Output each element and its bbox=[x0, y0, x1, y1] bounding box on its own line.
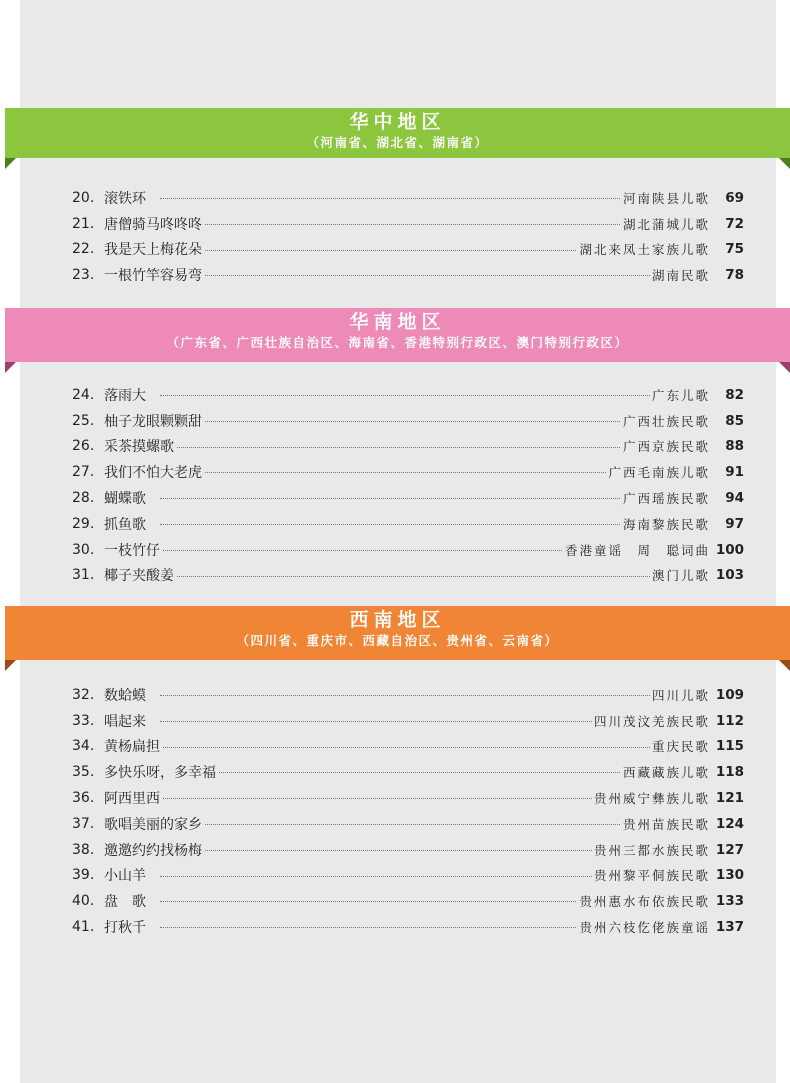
section-subtitle: （河南省、湖北省、湖南省） bbox=[306, 135, 489, 150]
entry-number: 22. bbox=[72, 241, 95, 258]
entry-page-number: 118 bbox=[715, 764, 744, 781]
entry-title: 阿西里西 bbox=[104, 788, 162, 808]
entry-page-number: 85 bbox=[725, 412, 744, 429]
entry-page-number: 133 bbox=[715, 893, 744, 910]
entry-page-number: 82 bbox=[725, 386, 744, 403]
toc-list-south-china bbox=[0, 382, 790, 588]
entry-source: 贵州威宁彝族儿歌 bbox=[593, 791, 710, 807]
entry-page-number: 130 bbox=[715, 867, 744, 884]
entry-source: 湖南民歌 bbox=[651, 268, 710, 284]
toc-entry[interactable] bbox=[0, 837, 790, 863]
section-title: 西南地区 bbox=[349, 609, 446, 631]
entry-page-number: 103 bbox=[715, 567, 744, 584]
toc-entry[interactable] bbox=[0, 537, 790, 563]
entry-page-number: 91 bbox=[725, 464, 744, 481]
dot-leader bbox=[160, 824, 698, 825]
toc-list-southwest-china bbox=[0, 682, 790, 940]
toc-entry[interactable] bbox=[0, 459, 790, 485]
dot-leader bbox=[160, 395, 698, 396]
dot-leader bbox=[160, 695, 698, 696]
entry-source: 重庆民歌 bbox=[651, 739, 710, 755]
entry-source: 贵州苗族民歌 bbox=[622, 816, 710, 832]
entry-number: 20. bbox=[72, 189, 95, 206]
entry-source: 广西瑶族民歌 bbox=[622, 491, 710, 507]
entry-title: 采茶摸螺歌 bbox=[104, 436, 176, 456]
entry-page-number: 69 bbox=[725, 189, 744, 206]
toc-entry[interactable] bbox=[0, 914, 790, 940]
dot-leader bbox=[160, 224, 698, 225]
dot-leader bbox=[160, 524, 698, 525]
toc-entry[interactable] bbox=[0, 785, 790, 811]
entry-source: 广西京族民歌 bbox=[622, 439, 710, 455]
banner-fold-left bbox=[5, 158, 16, 169]
entry-number: 36. bbox=[72, 790, 95, 807]
entry-number: 23. bbox=[72, 267, 95, 284]
entry-title: 唐僧骑马咚咚咚 bbox=[104, 214, 204, 234]
section-banner-southwest-china bbox=[5, 606, 790, 660]
toc-list-central-china bbox=[0, 185, 790, 288]
dot-leader bbox=[160, 275, 698, 276]
entry-title: 盘 歌 bbox=[104, 891, 148, 911]
toc-entry[interactable] bbox=[0, 563, 790, 589]
entry-page-number: 109 bbox=[715, 686, 744, 703]
entry-title: 打秋千 bbox=[104, 917, 148, 937]
entry-title: 椰子夹酸姜 bbox=[104, 565, 176, 585]
entry-page-number: 72 bbox=[725, 215, 744, 232]
entry-number: 24. bbox=[72, 386, 95, 403]
entry-number: 39. bbox=[72, 867, 95, 884]
section-banner-central-china bbox=[5, 108, 790, 158]
toc-entry[interactable] bbox=[0, 408, 790, 434]
entry-title: 抓鱼歌 bbox=[104, 514, 148, 534]
entry-source: 广西壮族民歌 bbox=[622, 413, 710, 429]
section-title: 华南地区 bbox=[349, 311, 446, 333]
entry-title: 歌唱美丽的家乡 bbox=[104, 814, 204, 834]
entry-title: 数蛤蟆 bbox=[104, 685, 148, 705]
entry-number: 30. bbox=[72, 541, 95, 558]
entry-title: 小山羊 bbox=[104, 865, 148, 885]
toc-entry[interactable] bbox=[0, 485, 790, 511]
entry-number: 33. bbox=[72, 712, 95, 729]
entry-number: 31. bbox=[72, 567, 95, 584]
entry-source: 西藏藏族儿歌 bbox=[622, 765, 710, 781]
entry-page-number: 94 bbox=[725, 490, 744, 507]
banner-fold-right bbox=[779, 158, 790, 169]
dot-leader bbox=[160, 421, 698, 422]
entry-page-number: 124 bbox=[715, 815, 744, 832]
toc-entry[interactable] bbox=[0, 811, 790, 837]
dot-leader bbox=[160, 576, 698, 577]
entry-title: 多快乐呀，多幸福 bbox=[104, 762, 218, 782]
entry-page-number: 115 bbox=[715, 738, 744, 755]
section-banner-south-china bbox=[5, 308, 790, 362]
toc-entry[interactable] bbox=[0, 262, 790, 288]
dot-leader bbox=[160, 447, 698, 448]
entry-source: 广西毛南族儿歌 bbox=[608, 465, 710, 481]
toc-entry[interactable] bbox=[0, 211, 790, 237]
toc-entry[interactable] bbox=[0, 708, 790, 734]
banner-fold-right bbox=[779, 660, 790, 671]
section-subtitle: （广东省、广西壮族自治区、海南省、香港特别行政区、澳门特别行政区） bbox=[166, 335, 629, 350]
entry-page-number: 137 bbox=[715, 919, 744, 936]
entry-source: 河南陕县儿歌 bbox=[622, 190, 710, 206]
entry-source: 湖北蒲城儿歌 bbox=[622, 216, 710, 232]
entry-page-number: 112 bbox=[715, 712, 744, 729]
entry-page-number: 75 bbox=[725, 241, 744, 258]
toc-entry[interactable] bbox=[0, 511, 790, 537]
entry-title: 一根竹竿容易弯 bbox=[104, 265, 204, 285]
entry-title: 落雨大 bbox=[104, 385, 148, 405]
entry-source: 四川茂汶羌族民歌 bbox=[593, 713, 710, 729]
dot-leader bbox=[160, 772, 698, 773]
entry-number: 28. bbox=[72, 490, 95, 507]
entry-title: 柚子龙眼颗颗甜 bbox=[104, 411, 204, 431]
toc-entry[interactable] bbox=[0, 759, 790, 785]
entry-source: 澳门儿歌 bbox=[651, 568, 710, 584]
entry-source: 香港童谣 周 聪词曲 bbox=[564, 542, 710, 558]
entry-number: 27. bbox=[72, 464, 95, 481]
entry-number: 34. bbox=[72, 738, 95, 755]
entry-page-number: 100 bbox=[715, 541, 744, 558]
entry-title: 蝴蝶歌 bbox=[104, 488, 148, 508]
entry-source: 贵州六枝仡佬族童谣 bbox=[579, 920, 710, 936]
entry-page-number: 121 bbox=[715, 790, 744, 807]
entry-number: 26. bbox=[72, 438, 95, 455]
entry-number: 32. bbox=[72, 686, 95, 703]
entry-source: 贵州三都水族民歌 bbox=[593, 842, 710, 858]
toc-entry[interactable] bbox=[0, 434, 790, 460]
entry-title: 黄杨扁担 bbox=[104, 736, 162, 756]
toc-entry[interactable] bbox=[0, 888, 790, 914]
toc-entry[interactable] bbox=[0, 185, 790, 211]
toc-entry[interactable] bbox=[0, 734, 790, 760]
entry-source: 海南黎族民歌 bbox=[622, 516, 710, 532]
entry-title: 邀邀约约找杨梅 bbox=[104, 840, 204, 860]
dot-leader bbox=[160, 198, 698, 199]
entry-number: 29. bbox=[72, 515, 95, 532]
entry-title: 滚铁环 bbox=[104, 188, 148, 208]
entry-title: 我们不怕大老虎 bbox=[104, 462, 204, 482]
toc-entry[interactable] bbox=[0, 682, 790, 708]
entry-title: 我是天上梅花朵 bbox=[104, 239, 204, 259]
entry-source: 四川儿歌 bbox=[651, 687, 710, 703]
entry-page-number: 127 bbox=[715, 841, 744, 858]
entry-number: 40. bbox=[72, 893, 95, 910]
entry-source: 贵州黎平侗族民歌 bbox=[593, 868, 710, 884]
toc-entry[interactable] bbox=[0, 237, 790, 263]
entry-page-number: 88 bbox=[725, 438, 744, 455]
dot-leader bbox=[160, 498, 698, 499]
entry-page-number: 97 bbox=[725, 515, 744, 532]
entry-number: 25. bbox=[72, 412, 95, 429]
toc-entry[interactable] bbox=[0, 863, 790, 889]
entry-title: 唱起来 bbox=[104, 711, 148, 731]
toc-entry[interactable] bbox=[0, 382, 790, 408]
entry-page-number: 78 bbox=[725, 267, 744, 284]
entry-number: 21. bbox=[72, 215, 95, 232]
entry-title: 一枝竹仔 bbox=[104, 540, 162, 560]
banner-fold-right bbox=[779, 362, 790, 373]
banner-fold-left bbox=[5, 660, 16, 671]
section-title: 华中地区 bbox=[349, 111, 446, 133]
section-subtitle: （四川省、重庆市、西藏自治区、贵州省、云南省） bbox=[236, 633, 559, 648]
entry-number: 35. bbox=[72, 764, 95, 781]
banner-fold-left bbox=[5, 362, 16, 373]
entry-number: 38. bbox=[72, 841, 95, 858]
entry-number: 41. bbox=[72, 919, 95, 936]
entry-number: 37. bbox=[72, 815, 95, 832]
entry-source: 贵州惠水布依族民歌 bbox=[579, 894, 710, 910]
entry-source: 湖北来凤土家族儿歌 bbox=[579, 242, 710, 258]
entry-source: 广东儿歌 bbox=[651, 387, 710, 403]
dot-leader bbox=[160, 747, 698, 748]
